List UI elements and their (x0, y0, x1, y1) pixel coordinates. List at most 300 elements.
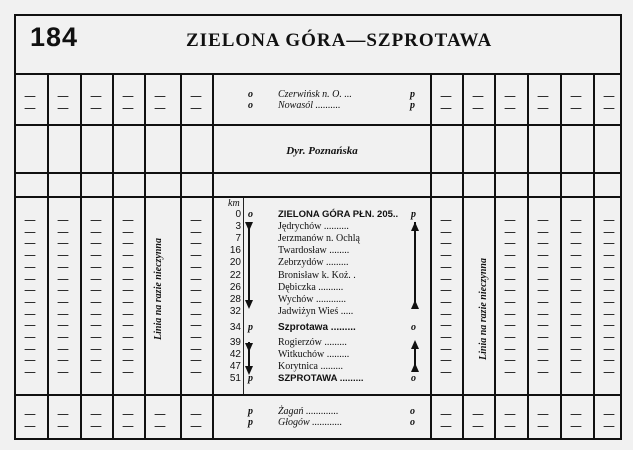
empty-cell-dash: — (190, 89, 202, 103)
empty-cell-dash: — (90, 89, 102, 103)
bottom-connection-mark-left: p (248, 417, 253, 428)
km-column-line (243, 198, 244, 394)
km-header: km (228, 198, 240, 209)
station-name: Zebrzydów ......... (278, 257, 349, 269)
empty-cell-dash: — (440, 294, 452, 309)
column-line (112, 74, 114, 124)
column-line (494, 172, 496, 196)
empty-cell-dash: — (440, 259, 452, 274)
station-name: Jerzmanów n. Ochlą (278, 233, 360, 245)
column-line (462, 196, 464, 394)
empty-cell-dash: — (504, 271, 516, 286)
empty-cell-dash: — (24, 283, 36, 298)
empty-cell-dash: — (472, 101, 484, 115)
empty-cell-dash: — (603, 330, 615, 344)
empty-cell-dash: — (24, 353, 36, 368)
empty-cell-dash: — (504, 213, 516, 227)
station-name: Witkuchów ......... (278, 349, 350, 361)
station-name: Dębiczka .......... (278, 281, 344, 293)
station-km: 32 (229, 305, 241, 317)
empty-cell-dash: — (190, 271, 202, 286)
column-line (494, 394, 496, 440)
empty-cell-dash: — (537, 341, 549, 356)
empty-cell-dash: — (537, 283, 549, 298)
empty-cell-dash: — (603, 306, 615, 321)
station-km: 22 (229, 269, 241, 281)
empty-cell-dash: — (122, 330, 134, 344)
station-mark-right: o (411, 373, 416, 385)
empty-cell-dash: — (472, 419, 484, 433)
station-name: Szprotawa ......... (278, 321, 356, 333)
empty-cell-dash: — (122, 306, 134, 321)
empty-cell-dash: — (440, 341, 452, 356)
empty-cell-dash: — (504, 306, 516, 321)
empty-cell-dash: — (57, 259, 69, 274)
station-name: Rogierzów ......... (278, 337, 347, 348)
empty-cell-dash: — (537, 407, 549, 421)
empty-cell-dash: — (504, 341, 516, 356)
empty-cell-dash: — (504, 259, 516, 274)
empty-cell-dash: — (570, 248, 582, 263)
empty-cell-dash: — (537, 224, 549, 239)
empty-cell-dash: — (190, 248, 202, 263)
column-line (593, 196, 595, 394)
empty-cell-dash: — (122, 89, 134, 103)
station-km: 39 (229, 337, 241, 348)
empty-cell-dash: — (537, 294, 549, 309)
rule-above-bottom (14, 394, 622, 396)
empty-cell-dash: — (570, 353, 582, 368)
column-line (430, 172, 432, 196)
column-line (212, 172, 214, 196)
right-vertical-note: Linia na razie nieczynna (478, 258, 489, 360)
column-line (112, 172, 114, 196)
empty-cell-dash: — (90, 236, 102, 251)
empty-cell-dash: — (190, 353, 202, 368)
column-line (212, 126, 214, 172)
empty-cell-dash: — (440, 306, 452, 321)
empty-cell-dash: — (603, 271, 615, 286)
column-line (80, 126, 82, 172)
column-line (560, 394, 562, 440)
column-line (527, 196, 529, 394)
empty-cell-dash: — (154, 419, 166, 433)
empty-cell-dash: — (440, 271, 452, 286)
empty-cell-dash: — (57, 353, 69, 368)
empty-cell-dash: — (440, 213, 452, 227)
empty-cell-dash: — (122, 259, 134, 274)
station-name: ZIELONA GÓRA PŁN. 205.. (278, 209, 399, 220)
empty-cell-dash: — (570, 224, 582, 239)
empty-cell-dash: — (504, 318, 516, 333)
empty-cell-dash: — (440, 353, 452, 368)
empty-cell-dash: — (190, 330, 202, 344)
empty-cell-dash: — (603, 365, 615, 380)
empty-cell-dash: — (504, 419, 516, 433)
top-connection-mark-right: p (410, 100, 415, 111)
column-line (560, 74, 562, 124)
empty-cell-dash: — (570, 318, 582, 333)
station-km: 42 (229, 349, 241, 361)
column-line (593, 74, 595, 124)
empty-cell-dash: — (537, 353, 549, 368)
empty-cell-dash: — (570, 213, 582, 227)
station-name: Wychów ............ (278, 293, 346, 305)
column-line (430, 74, 432, 124)
empty-cell-dash: — (122, 341, 134, 356)
empty-cell-dash: — (504, 365, 516, 380)
column-line (180, 196, 182, 394)
empty-cell-dash: — (440, 248, 452, 263)
empty-cell-dash: — (570, 365, 582, 380)
empty-cell-dash: — (90, 224, 102, 239)
empty-cell-dash: — (440, 407, 452, 421)
empty-cell-dash: — (24, 259, 36, 274)
station-mark-right: p (411, 209, 416, 220)
station-name: Jadwiżyn Wieś ..... (278, 305, 354, 317)
empty-cell-dash: — (90, 330, 102, 344)
bottom-connection-name: Żagań ............. (278, 406, 339, 417)
empty-cell-dash: — (570, 101, 582, 115)
column-line (112, 196, 114, 394)
empty-cell-dash: — (603, 236, 615, 251)
top-connection-name: Czerwińsk n. O. ... (278, 89, 352, 100)
up-arrow-icon (411, 340, 419, 349)
station-km: 0 (235, 209, 241, 220)
empty-cell-dash: — (122, 236, 134, 251)
empty-cell-dash: — (570, 419, 582, 433)
column-line (593, 126, 595, 172)
empty-cell-dash: — (537, 259, 549, 274)
route-title: ZIELONA GÓRA—SZPROTAWA (186, 30, 493, 51)
empty-cell-dash: — (57, 236, 69, 251)
empty-cell-dash: — (57, 248, 69, 263)
empty-cell-dash: — (537, 330, 549, 344)
empty-cell-dash: — (570, 236, 582, 251)
station-mark-left: o (248, 209, 253, 220)
empty-cell-dash: — (570, 89, 582, 103)
bottom-connection-mark-right: o (410, 406, 415, 417)
empty-cell-dash: — (57, 271, 69, 286)
empty-cell-dash: — (504, 89, 516, 103)
table-number: 184 (30, 22, 79, 52)
empty-cell-dash: — (90, 101, 102, 115)
empty-cell-dash: — (603, 353, 615, 368)
column-line (494, 74, 496, 124)
empty-cell-dash: — (24, 101, 36, 115)
column-line (462, 172, 464, 196)
empty-cell-dash: — (603, 407, 615, 421)
empty-cell-dash: — (537, 306, 549, 321)
column-line (430, 126, 432, 172)
empty-cell-dash: — (24, 330, 36, 344)
left-vertical-note: Linia na razie nieczynna (153, 238, 164, 340)
empty-cell-dash: — (440, 89, 452, 103)
column-line (144, 394, 146, 440)
empty-cell-dash: — (537, 318, 549, 333)
station-km: 3 (235, 221, 241, 233)
empty-cell-dash: — (90, 283, 102, 298)
empty-cell-dash: — (504, 353, 516, 368)
empty-cell-dash: — (190, 259, 202, 274)
empty-cell-dash: — (90, 419, 102, 433)
empty-cell-dash: — (440, 318, 452, 333)
empty-cell-dash: — (90, 318, 102, 333)
empty-cell-dash: — (57, 224, 69, 239)
column-line (47, 172, 49, 196)
empty-cell-dash: — (122, 271, 134, 286)
station-km: 28 (229, 293, 241, 305)
empty-cell-dash: — (190, 213, 202, 227)
empty-cell-dash: — (90, 248, 102, 263)
station-mark-right: o (411, 321, 416, 333)
column-line (80, 74, 82, 124)
empty-cell-dash: — (154, 407, 166, 421)
empty-cell-dash: — (57, 341, 69, 356)
bottom-connection-name: Głogów ............ (278, 417, 343, 428)
empty-cell-dash: — (190, 365, 202, 380)
down-arrow-icon (245, 343, 253, 352)
empty-cell-dash: — (24, 365, 36, 380)
column-line (560, 126, 562, 172)
top-connection-mark-right: p (410, 89, 415, 100)
empty-cell-dash: — (537, 365, 549, 380)
column-line (494, 196, 496, 394)
station-mark-left: p (248, 373, 253, 385)
empty-cell-dash: — (570, 407, 582, 421)
empty-cell-dash: — (57, 419, 69, 433)
empty-cell-dash: — (504, 236, 516, 251)
empty-cell-dash: — (154, 101, 166, 115)
empty-cell-dash: — (190, 341, 202, 356)
empty-cell-dash: — (57, 213, 69, 227)
empty-cell-dash: — (440, 236, 452, 251)
empty-cell-dash: — (190, 419, 202, 433)
empty-cell-dash: — (57, 283, 69, 298)
empty-cell-dash: — (440, 224, 452, 239)
station-km: 26 (229, 281, 241, 293)
down-arrow-icon (245, 366, 253, 375)
column-line (527, 394, 529, 440)
rule-above-stations (14, 196, 622, 198)
station-km: 51 (229, 373, 241, 385)
empty-cell-dash: — (570, 294, 582, 309)
up-arrow-icon (411, 300, 419, 309)
empty-cell-dash: — (24, 213, 36, 227)
top-connection-name: Nowasól .......... (278, 100, 341, 111)
empty-cell-dash: — (90, 306, 102, 321)
column-line (527, 126, 529, 172)
column-line (430, 196, 432, 394)
empty-cell-dash: — (537, 89, 549, 103)
directorate-label: Dyr. Poznańska (286, 145, 358, 157)
column-line (180, 74, 182, 124)
empty-cell-dash: — (24, 419, 36, 433)
empty-cell-dash: — (537, 213, 549, 227)
empty-cell-dash: — (504, 101, 516, 115)
empty-cell-dash: — (57, 330, 69, 344)
column-line (212, 74, 214, 124)
station-name: Korytnica ......... (278, 361, 343, 373)
empty-cell-dash: — (122, 224, 134, 239)
empty-cell-dash: — (122, 318, 134, 333)
station-name: Jędrychów .......... (278, 221, 349, 233)
empty-cell-dash: — (190, 101, 202, 115)
empty-cell-dash: — (504, 294, 516, 309)
empty-cell-dash: — (603, 341, 615, 356)
empty-cell-dash: — (122, 283, 134, 298)
empty-cell-dash: — (24, 89, 36, 103)
empty-cell-dash: — (90, 259, 102, 274)
column-line (47, 74, 49, 124)
empty-cell-dash: — (90, 271, 102, 286)
column-line (144, 196, 146, 394)
column-line (180, 394, 182, 440)
empty-cell-dash: — (603, 101, 615, 115)
rule-under-connections (14, 124, 622, 126)
empty-cell-dash: — (472, 89, 484, 103)
empty-cell-dash: — (90, 294, 102, 309)
empty-cell-dash: — (24, 306, 36, 321)
column-line (593, 394, 595, 440)
bottom-connection-mark-left: p (248, 406, 253, 417)
empty-cell-dash: — (603, 283, 615, 298)
empty-cell-dash: — (90, 407, 102, 421)
empty-cell-dash: — (57, 407, 69, 421)
empty-cell-dash: — (504, 224, 516, 239)
empty-cell-dash: — (603, 224, 615, 239)
empty-cell-dash: — (122, 419, 134, 433)
empty-cell-dash: — (190, 236, 202, 251)
empty-cell-dash: — (122, 365, 134, 380)
empty-cell-dash: — (57, 306, 69, 321)
empty-cell-dash: — (603, 318, 615, 333)
empty-cell-dash: — (122, 213, 134, 227)
column-line (180, 172, 182, 196)
empty-cell-dash: — (90, 365, 102, 380)
column-line (527, 172, 529, 196)
top-connection-mark-left: o (248, 89, 253, 100)
empty-cell-dash: — (190, 306, 202, 321)
column-line (560, 172, 562, 196)
station-name: Twardosław ........ (278, 245, 350, 257)
column-line (47, 126, 49, 172)
empty-cell-dash: — (57, 318, 69, 333)
empty-cell-dash: — (504, 330, 516, 344)
top-connection-mark-left: o (248, 100, 253, 111)
empty-cell-dash: — (537, 101, 549, 115)
empty-cell-dash: — (24, 236, 36, 251)
empty-cell-dash: — (603, 89, 615, 103)
station-name: Bronisław k. Koż. . (278, 269, 356, 281)
column-line (144, 74, 146, 124)
column-line (212, 196, 214, 394)
empty-cell-dash: — (24, 248, 36, 263)
empty-cell-dash: — (603, 248, 615, 263)
empty-cell-dash: — (90, 341, 102, 356)
empty-cell-dash: — (570, 259, 582, 274)
empty-cell-dash: — (603, 259, 615, 274)
empty-cell-dash: — (570, 341, 582, 356)
empty-cell-dash: — (570, 306, 582, 321)
empty-cell-dash: — (570, 271, 582, 286)
empty-cell-dash: — (190, 224, 202, 239)
empty-cell-dash: — (122, 407, 134, 421)
empty-cell-dash: — (122, 353, 134, 368)
rule-under-directorate (14, 172, 622, 174)
empty-cell-dash: — (57, 101, 69, 115)
empty-cell-dash: — (190, 318, 202, 333)
column-line (180, 126, 182, 172)
column-line (462, 394, 464, 440)
column-line (560, 196, 562, 394)
empty-cell-dash: — (24, 341, 36, 356)
station-km: 16 (229, 245, 241, 257)
empty-cell-dash: — (570, 330, 582, 344)
empty-cell-dash: — (603, 419, 615, 433)
empty-cell-dash: — (537, 236, 549, 251)
empty-cell-dash: — (24, 294, 36, 309)
up-arrow-shaft (414, 222, 416, 302)
column-line (80, 394, 82, 440)
empty-cell-dash: — (603, 213, 615, 227)
column-line (47, 394, 49, 440)
empty-cell-dash: — (472, 407, 484, 421)
bottom-connection-mark-right: o (410, 417, 415, 428)
column-line (144, 172, 146, 196)
empty-cell-dash: — (190, 294, 202, 309)
empty-cell-dash: — (190, 407, 202, 421)
empty-cell-dash: — (440, 419, 452, 433)
empty-cell-dash: — (440, 330, 452, 344)
empty-cell-dash: — (122, 294, 134, 309)
column-line (144, 126, 146, 172)
column-line (112, 126, 114, 172)
empty-cell-dash: — (190, 283, 202, 298)
empty-cell-dash: — (504, 407, 516, 421)
empty-cell-dash: — (440, 283, 452, 298)
station-name: SZPROTAWA ......... (278, 373, 364, 385)
station-mark-left: p (248, 321, 253, 333)
column-line (112, 394, 114, 440)
empty-cell-dash: — (537, 419, 549, 433)
empty-cell-dash: — (122, 248, 134, 263)
empty-cell-dash: — (57, 294, 69, 309)
empty-cell-dash: — (24, 224, 36, 239)
empty-cell-dash: — (90, 353, 102, 368)
column-line (462, 74, 464, 124)
empty-cell-dash: — (504, 248, 516, 263)
empty-cell-dash: — (90, 213, 102, 227)
empty-cell-dash: — (57, 89, 69, 103)
empty-cell-dash: — (24, 407, 36, 421)
down-arrow-icon (245, 222, 253, 231)
station-km: 7 (235, 233, 241, 245)
column-line (462, 126, 464, 172)
column-line (430, 394, 432, 440)
column-line (80, 196, 82, 394)
column-line (593, 172, 595, 196)
up-arrow-icon (411, 363, 419, 372)
empty-cell-dash: — (24, 271, 36, 286)
empty-cell-dash: — (537, 248, 549, 263)
empty-cell-dash: — (603, 294, 615, 309)
station-km: 20 (229, 257, 241, 269)
empty-cell-dash: — (154, 89, 166, 103)
empty-cell-dash: — (122, 101, 134, 115)
empty-cell-dash: — (24, 318, 36, 333)
station-km: 47 (229, 361, 241, 373)
